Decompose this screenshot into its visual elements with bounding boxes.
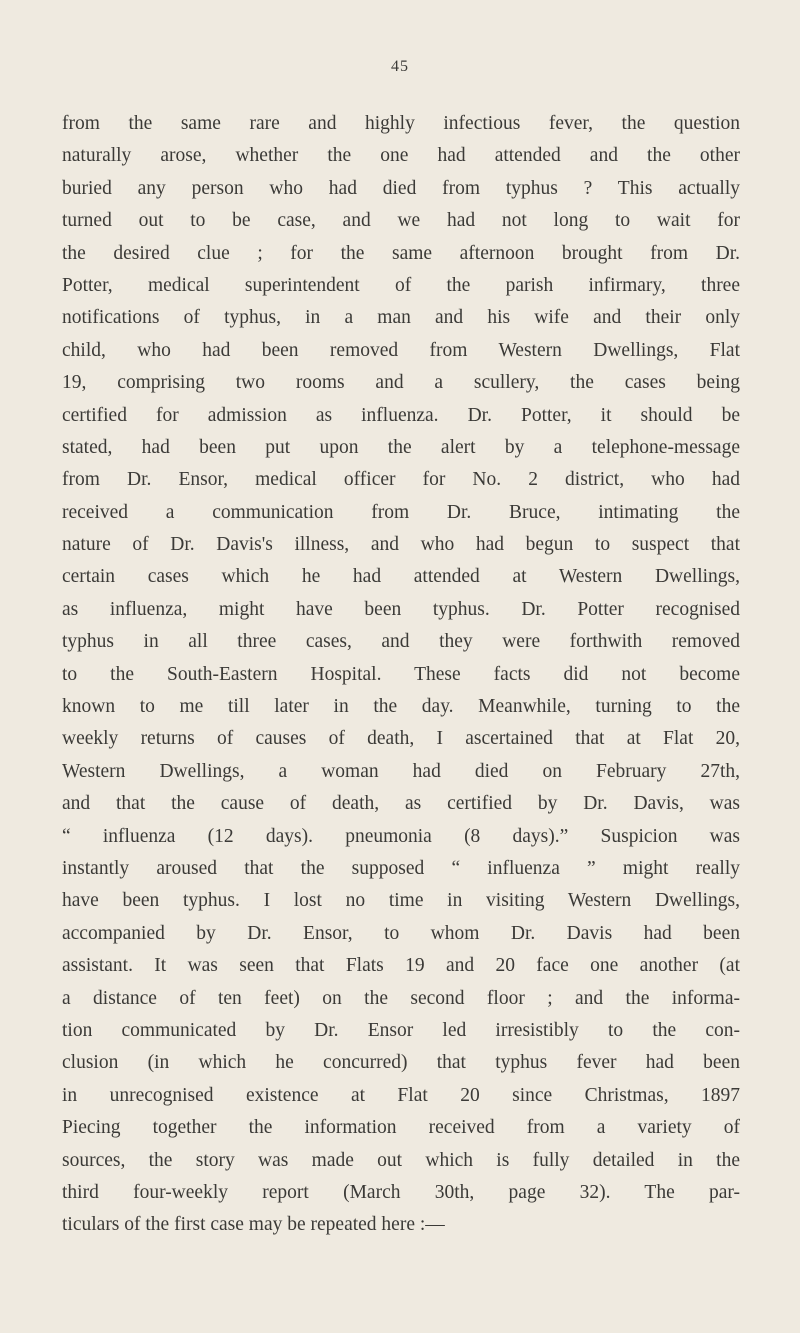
text-line: known to me till later in the day. Meanwhile, turning to the <box>62 696 740 718</box>
text-line: turned out to be case, and we had not long to wait for <box>62 210 740 232</box>
text-line: nature of Dr. Davis's illness, and who had begun to suspect that <box>62 534 740 556</box>
text-line: certain cases which he had attended at Western Dwellings, <box>62 566 740 588</box>
text-line: a distance of ten feet) on the second floor ; and the informa- <box>62 987 740 1009</box>
text-line: clusion (in which he concurred) that typhus fever had been <box>62 1052 740 1074</box>
text-line: sources, the story was made out which is fully detailed in the <box>62 1149 740 1171</box>
text-line: stated, had been put upon the alert by a telephone-message <box>62 436 740 458</box>
text-line: assistant. It was seen that Flats 19 and 20 face one another (at <box>62 955 740 977</box>
text-line: as influenza, might have been typhus. Dr. Potter recognised <box>62 598 740 620</box>
text-line: accompanied by Dr. Ensor, to whom Dr. Davis had been <box>62 922 740 944</box>
text-line: certified for admission as influenza. Dr. Potter, it should be <box>62 404 740 426</box>
text-line: to the South-Eastern Hospital. These facts did not become <box>62 663 740 685</box>
text-line: ticulars of the first case may be repeated here :— <box>62 1214 445 1236</box>
text-line: received a communication from Dr. Bruce, intimating the <box>62 501 740 523</box>
text-line: third four-weekly report (March 30th, page 32). The par- <box>62 1181 740 1203</box>
text-line: child, who had been removed from Western Dwellings, Flat <box>62 339 740 361</box>
text-line: have been typhus. I lost no time in visiting Western Dwellings, <box>62 890 740 912</box>
text-line: tion communicated by Dr. Ensor led irresistibly to the con- <box>62 1019 740 1041</box>
text-line: instantly aroused that the supposed “ influenza ” might really <box>62 857 740 879</box>
text-line: 19, comprising two rooms and a scullery, the cases being <box>62 372 740 394</box>
text-line: from Dr. Ensor, medical officer for No. 2 district, who had <box>62 469 740 491</box>
text-line: Piecing together the information received from a variety of <box>62 1117 740 1139</box>
text-line: the desired clue ; for the same afternoon brought from Dr. <box>62 242 740 264</box>
text-line: weekly returns of causes of death, I ascertained that at Flat 20, <box>62 728 740 750</box>
text-line: from the same rare and highly infectious fever, the question <box>62 113 740 134</box>
text-line: notifications of typhus, in a man and his wife and their only <box>62 307 740 329</box>
text-line: naturally arose, whether the one had attended and the other <box>62 145 740 167</box>
body-text <box>62 108 740 1242</box>
text-line: and that the cause of death, as certified by Dr. Davis, was <box>62 793 740 815</box>
text-line: Western Dwellings, a woman had died on February 27th, <box>62 760 740 782</box>
text-line: buried any person who had died from typhus ? This actually <box>62 177 740 199</box>
text-line: typhus in all three cases, and they were forthwith removed <box>62 631 740 653</box>
text-line: in unrecognised existence at Flat 20 since Christmas, 1897 <box>62 1084 740 1106</box>
text-line: “ influenza (12 days). pneumonia (8 days).” Suspicion was <box>62 825 740 847</box>
text-line: Potter, medical superintendent of the parish infirmary, three <box>62 274 740 296</box>
page-number: 45 <box>391 58 409 75</box>
